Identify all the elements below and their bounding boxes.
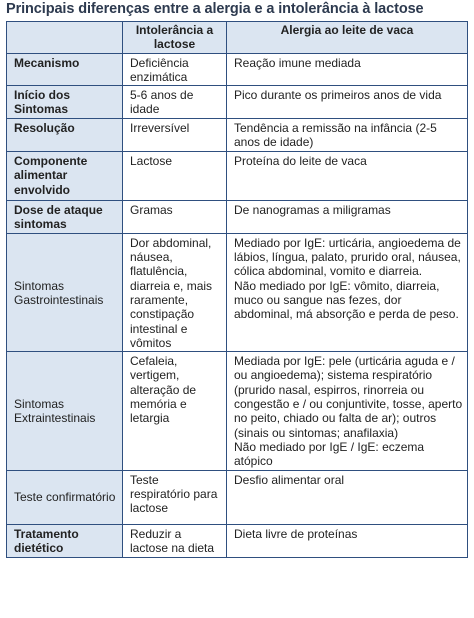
- allergy-cell: Reação imune mediada: [227, 53, 468, 86]
- page-title: Principais diferenças entre a alergia e a intolerância à lactose: [6, 1, 424, 17]
- header-corner-cell: [7, 22, 123, 54]
- intolerance-cell: Irreversível: [123, 119, 227, 152]
- row-label: Tratamento dietético: [7, 524, 123, 557]
- table-row: [7, 352, 468, 470]
- allergy-cell: Proteína do leite de vaca: [227, 152, 468, 201]
- allergy-cell: Pico durante os primeiros anos de vida: [227, 86, 468, 119]
- row-label: Mecanismo: [7, 53, 123, 86]
- intolerance-cell: Teste respiratório para lactose: [123, 470, 227, 524]
- intolerance-cell: Lactose: [123, 152, 227, 201]
- table-row: [7, 201, 468, 234]
- table-row: [7, 524, 468, 557]
- row-label: Início dos Sintomas: [7, 86, 123, 119]
- table-row: [7, 119, 468, 152]
- table-row: [7, 86, 468, 119]
- allergy-ige-text: Mediada por IgE: pele (urticária aguda e / ou angioedema); sistema respiratório (prurido nasal, espirros, rinorreia ou congestão e / ou conjuntivite, tosse, aperto no peito, chiado ou falta de ar); outros (sinais ou sintomas; anafilaxia): [234, 354, 463, 440]
- allergy-non-ige-text: Não mediado por IgE / IgE: eczema atópico: [234, 439, 425, 469]
- header-intolerance: Intolerância a lactose: [123, 22, 227, 54]
- intolerance-cell: Gramas: [123, 201, 227, 234]
- row-label: Sintomas Gastrointestinais: [7, 233, 123, 351]
- intolerance-cell: Dor abdominal, náusea, flatulência, diarreia e, mais raramente, constipação intestinal e vômitos: [123, 233, 227, 351]
- row-label: Componente alimentar envolvido: [7, 152, 123, 201]
- allergy-cell: De nanogramas a miligramas: [227, 201, 468, 234]
- table-row: [7, 53, 468, 86]
- intolerance-cell: Cefaleia, vertigem, alteração de memória e letargia: [123, 352, 227, 470]
- intolerance-cell: 5-6 anos de idade: [123, 86, 227, 119]
- row-label: Teste confirmatório: [7, 470, 123, 524]
- intolerance-cell: Reduzir a lactose na dieta: [123, 524, 227, 557]
- row-label: Sintomas Extraintestinais: [7, 352, 123, 470]
- table-row: [7, 152, 468, 201]
- intolerance-cell: Deficiência enzimática: [123, 53, 227, 86]
- row-label: Resolução: [7, 119, 123, 152]
- header-allergy: Alergia ao leite de vaca: [227, 22, 468, 54]
- allergy-cell: [227, 233, 468, 351]
- allergy-non-ige-text: Não mediado por IgE: vômito, diarreia, muco ou sangue nas fezes, dor abdominal, má absorção e perda de peso.: [234, 278, 459, 322]
- table-row: [7, 470, 468, 524]
- allergy-ige-text: Mediado por IgE: urticária, angioedema de lábios, língua, palato, prurido oral, náusea, cólica abdominal, vomito e diarreia.: [234, 235, 461, 279]
- table-header-row: [7, 22, 468, 54]
- row-label: Dose de ataque sintomas: [7, 201, 123, 234]
- allergy-cell: [227, 352, 468, 470]
- allergy-cell: Dieta livre de proteínas: [227, 524, 468, 557]
- allergy-cell: Desfio alimentar oral: [227, 470, 468, 524]
- table-row: [7, 233, 468, 351]
- comparison-table: [6, 21, 468, 558]
- allergy-cell: Tendência a remissão na infância (2-5 anos de idade): [227, 119, 468, 152]
